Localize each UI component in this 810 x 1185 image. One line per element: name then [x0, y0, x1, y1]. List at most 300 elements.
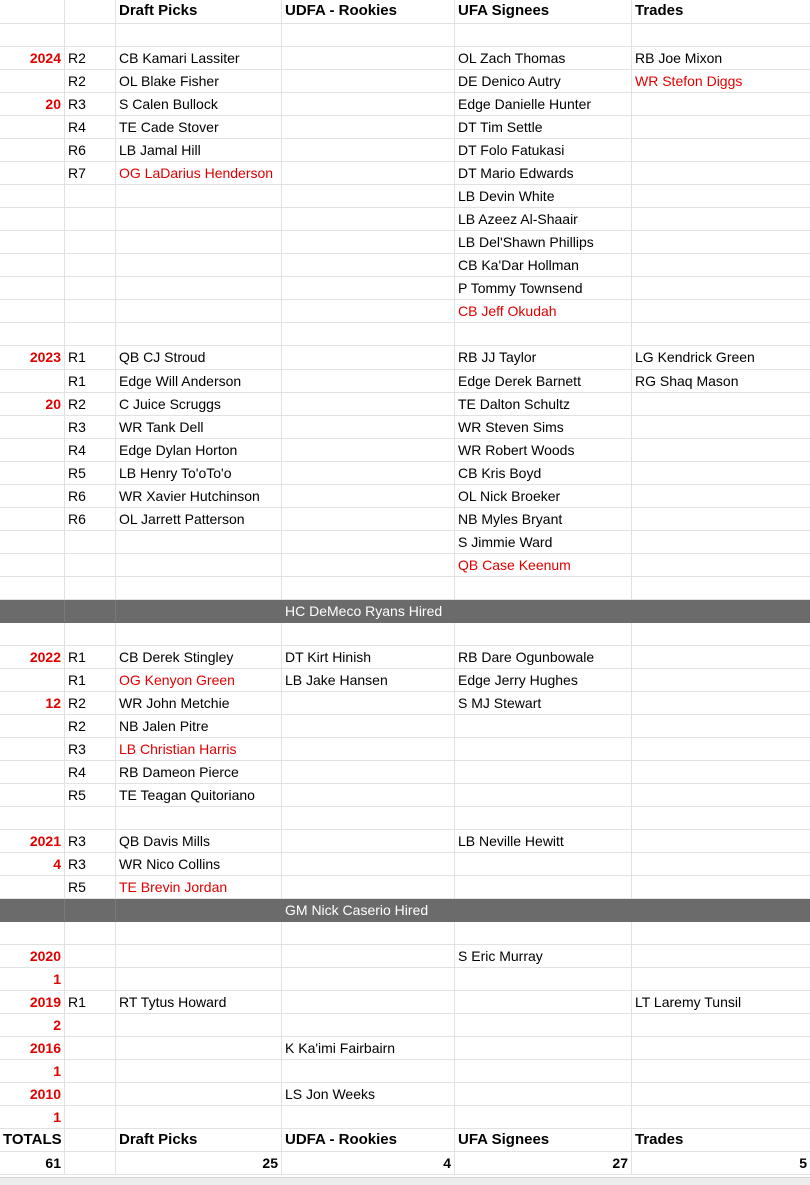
draft-pick-cell[interactable]: OL Blake Fisher — [116, 70, 282, 92]
cell[interactable] — [0, 623, 65, 645]
cell[interactable] — [282, 231, 455, 253]
draft-pick-cell[interactable]: TE Cade Stover — [116, 116, 282, 138]
year-cell[interactable]: 2019 — [0, 991, 65, 1013]
cell[interactable] — [0, 462, 65, 484]
cell[interactable] — [0, 738, 65, 760]
cell[interactable] — [0, 0, 65, 23]
ufa-cell[interactable]: S Jimmie Ward — [455, 531, 632, 553]
cell[interactable] — [282, 876, 455, 898]
cell[interactable] — [632, 323, 810, 345]
cell[interactable] — [0, 323, 65, 345]
cell[interactable] — [632, 300, 810, 322]
ufa-cell[interactable]: CB Kris Boyd — [455, 462, 632, 484]
cell[interactable] — [282, 715, 455, 737]
cell[interactable] — [632, 277, 810, 299]
cell[interactable] — [282, 185, 455, 207]
trade-cell[interactable]: RG Shaq Mason — [635, 373, 739, 389]
round-cell[interactable]: R6 — [65, 485, 116, 507]
cell[interactable] — [65, 922, 116, 944]
cell[interactable] — [455, 1037, 632, 1059]
udfa-cell[interactable] — [282, 47, 455, 69]
draft-pick-cell[interactable]: TE Brevin Jordan — [116, 876, 282, 898]
round-cell[interactable]: R5 — [65, 876, 116, 898]
cell[interactable] — [65, 623, 116, 645]
udfa-cell[interactable]: LS Jon Weeks — [282, 1083, 455, 1105]
blank-row — [0, 323, 810, 346]
year-cell[interactable]: 2016 — [0, 1037, 65, 1059]
cell[interactable] — [65, 1060, 116, 1082]
round-cell[interactable]: R5 — [65, 462, 116, 484]
trade-cell[interactable] — [632, 646, 810, 668]
trade-cell[interactable] — [632, 508, 810, 530]
year-count-cell[interactable]: 1 — [0, 968, 65, 990]
cell[interactable] — [0, 485, 65, 507]
total-overall[interactable]: 61 — [0, 1152, 65, 1174]
cell[interactable] — [65, 254, 116, 276]
cell[interactable] — [632, 1014, 810, 1036]
cell[interactable] — [116, 323, 282, 345]
trade-cell[interactable]: LT Laremy Tunsil — [635, 994, 742, 1010]
trade-cell[interactable] — [632, 116, 810, 138]
cell[interactable] — [0, 876, 65, 898]
header-trades[interactable]: Trades — [635, 2, 684, 19]
cell[interactable] — [632, 577, 810, 599]
trade-cell[interactable] — [632, 162, 810, 184]
cell[interactable] — [632, 968, 810, 990]
totals-header-trades[interactable]: Trades — [635, 1131, 684, 1148]
cell[interactable] — [632, 24, 810, 46]
cell[interactable] — [455, 807, 632, 829]
cell[interactable] — [0, 24, 65, 46]
cell[interactable] — [0, 116, 65, 138]
draft-pick-cell[interactable]: S Calen Bullock — [116, 93, 282, 115]
cell[interactable] — [65, 208, 116, 230]
round-cell[interactable]: R3 — [65, 416, 116, 438]
cell[interactable] — [65, 1152, 116, 1174]
total-trades[interactable]: 5 — [799, 1155, 807, 1171]
cell[interactable] — [282, 323, 455, 345]
round-cell[interactable]: R2 — [65, 715, 116, 737]
ufa-cell[interactable]: OL Nick Broeker — [455, 485, 632, 507]
cell[interactable] — [282, 738, 455, 760]
round-cell[interactable]: R1 — [65, 991, 116, 1013]
draft-pick-cell[interactable]: LB Henry To'oTo'o — [116, 462, 282, 484]
cell[interactable] — [0, 600, 65, 622]
cell[interactable] — [0, 139, 65, 161]
cell[interactable] — [632, 208, 810, 230]
cell[interactable] — [116, 1106, 282, 1128]
cell[interactable] — [282, 807, 455, 829]
cell[interactable] — [65, 1129, 116, 1151]
cell[interactable] — [0, 715, 65, 737]
cell[interactable] — [282, 254, 455, 276]
draft-pick-cell[interactable]: C Juice Scruggs — [116, 393, 282, 415]
total-udfa[interactable]: 4 — [282, 1152, 455, 1174]
round-cell[interactable]: R5 — [65, 784, 116, 806]
year-cell[interactable]: 2020 — [0, 945, 65, 967]
cell[interactable] — [0, 254, 65, 276]
cell[interactable] — [282, 1014, 455, 1036]
year-count-cell[interactable]: 1 — [0, 1106, 65, 1128]
total-draft-picks[interactable]: 25 — [116, 1152, 282, 1174]
cell[interactable] — [116, 277, 282, 299]
trade-cell[interactable] — [632, 669, 810, 691]
cell[interactable] — [282, 922, 455, 944]
cell[interactable] — [455, 853, 632, 875]
totals-header-draft-picks[interactable]: Draft Picks — [116, 1129, 282, 1151]
ufa-cell[interactable]: RB Dare Ogunbowale — [455, 646, 632, 668]
cell[interactable] — [0, 899, 65, 921]
udfa-cell[interactable] — [282, 439, 455, 461]
udfa-cell[interactable]: LB Jake Hansen — [282, 669, 455, 691]
cell[interactable] — [65, 300, 116, 322]
round-cell[interactable]: R6 — [65, 508, 116, 530]
cell[interactable] — [116, 185, 282, 207]
trade-cell[interactable] — [632, 393, 810, 415]
ufa-cell[interactable]: NB Myles Bryant — [455, 508, 632, 530]
trade-cell[interactable] — [632, 93, 810, 115]
total-ufa[interactable]: 27 — [455, 1152, 632, 1174]
cell[interactable] — [632, 807, 810, 829]
cell[interactable] — [116, 554, 282, 576]
totals-header-ufa-signees[interactable]: UFA Signees — [455, 1129, 632, 1151]
cell[interactable] — [455, 24, 632, 46]
cell[interactable] — [65, 531, 116, 553]
ufa-cell[interactable]: Edge Derek Barnett — [455, 370, 632, 392]
draft-pick-cell[interactable]: WR Xavier Hutchinson — [116, 485, 282, 507]
round-cell[interactable]: R3 — [65, 830, 116, 852]
cell[interactable] — [65, 24, 116, 46]
round-cell[interactable]: R1 — [65, 669, 116, 691]
year-count-cell[interactable]: 2 — [0, 1014, 65, 1036]
draft-pick-cell[interactable]: TE Teagan Quitoriano — [116, 784, 282, 806]
draft-pick-cell[interactable]: QB CJ Stroud — [116, 346, 282, 369]
draft-pick-cell[interactable]: WR Nico Collins — [116, 853, 282, 875]
cell[interactable] — [282, 277, 455, 299]
cell[interactable] — [65, 185, 116, 207]
cell[interactable] — [632, 554, 810, 576]
udfa-cell[interactable] — [282, 116, 455, 138]
ufa-cell[interactable]: DT Tim Settle — [455, 116, 632, 138]
cell[interactable] — [0, 70, 65, 92]
cell[interactable] — [455, 577, 632, 599]
cell[interactable] — [632, 1083, 810, 1105]
cell[interactable] — [0, 416, 65, 438]
cell[interactable] — [116, 24, 282, 46]
ufa-cell[interactable]: TE Dalton Schultz — [455, 393, 632, 415]
trade-cell[interactable]: WR Stefon Diggs — [635, 73, 743, 89]
cell[interactable] — [0, 577, 65, 599]
cell[interactable] — [116, 1014, 282, 1036]
cell[interactable] — [116, 254, 282, 276]
round-cell[interactable]: R2 — [65, 70, 116, 92]
totals-label[interactable]: TOTALS — [0, 1129, 65, 1151]
cell[interactable] — [632, 715, 810, 737]
cell[interactable] — [455, 715, 632, 737]
header-udfa-rookies[interactable]: UDFA - Rookies — [282, 0, 455, 23]
ufa-cell[interactable]: LB Neville Hewitt — [455, 830, 632, 852]
cell[interactable] — [65, 600, 116, 622]
draft-pick-cell[interactable]: LB Christian Harris — [116, 738, 282, 760]
round-cell[interactable]: R3 — [65, 738, 116, 760]
cell[interactable] — [455, 1060, 632, 1082]
cell[interactable] — [632, 761, 810, 783]
ufa-cell[interactable]: RB JJ Taylor — [455, 346, 632, 369]
draft-pick-cell[interactable]: NB Jalen Pitre — [116, 715, 282, 737]
cell[interactable] — [0, 439, 65, 461]
cell[interactable] — [116, 1060, 282, 1082]
ufa-cell[interactable]: S MJ Stewart — [455, 692, 632, 714]
cell[interactable] — [455, 1106, 632, 1128]
cell[interactable] — [116, 208, 282, 230]
year-count-cell[interactable]: 20 — [0, 393, 65, 415]
cell[interactable] — [116, 1083, 282, 1105]
cell[interactable] — [632, 254, 810, 276]
year-count-cell[interactable]: 4 — [0, 853, 65, 875]
cell[interactable] — [632, 185, 810, 207]
cell[interactable] — [455, 968, 632, 990]
ufa-cell[interactable]: CB Ka'Dar Hollman — [455, 254, 632, 276]
round-cell[interactable]: R1 — [65, 646, 116, 668]
cell[interactable] — [282, 968, 455, 990]
cell[interactable] — [0, 162, 65, 184]
cell[interactable] — [0, 277, 65, 299]
udfa-cell[interactable] — [282, 508, 455, 530]
udfa-cell[interactable] — [282, 485, 455, 507]
cell[interactable] — [282, 853, 455, 875]
udfa-cell[interactable]: DT Kirt Hinish — [282, 646, 455, 668]
cell[interactable] — [116, 300, 282, 322]
ufa-cell[interactable]: S Eric Murray — [455, 945, 632, 967]
cell[interactable] — [65, 1106, 116, 1128]
cell[interactable] — [282, 945, 455, 967]
cell[interactable] — [282, 300, 455, 322]
udfa-cell[interactable] — [282, 162, 455, 184]
cell[interactable] — [632, 830, 810, 852]
trade-cell[interactable] — [632, 416, 810, 438]
cell[interactable] — [282, 1106, 455, 1128]
round-cell[interactable]: R4 — [65, 761, 116, 783]
ufa-cell[interactable]: DT Folo Fatukasi — [455, 139, 632, 161]
cell[interactable] — [0, 761, 65, 783]
udfa-cell[interactable]: K Ka'imi Fairbairn — [282, 1037, 455, 1059]
ufa-cell[interactable]: LB Del'Shawn Phillips — [455, 231, 632, 253]
cell[interactable] — [455, 761, 632, 783]
cell[interactable] — [455, 1083, 632, 1105]
ufa-cell[interactable]: DT Mario Edwards — [455, 162, 632, 184]
draft-pick-cell[interactable]: Edge Will Anderson — [116, 370, 282, 392]
udfa-cell[interactable] — [282, 139, 455, 161]
cell[interactable] — [632, 231, 810, 253]
cell[interactable] — [0, 185, 65, 207]
round-cell[interactable]: R4 — [65, 116, 116, 138]
header-draft-picks[interactable]: Draft Picks — [116, 0, 282, 23]
cell[interactable] — [65, 277, 116, 299]
header-ufa-signees[interactable]: UFA Signees — [455, 0, 632, 23]
udfa-cell[interactable] — [282, 692, 455, 714]
cell[interactable] — [65, 899, 116, 921]
trade-cell[interactable] — [632, 462, 810, 484]
cell[interactable] — [282, 830, 455, 852]
cell[interactable] — [455, 991, 632, 1013]
cell[interactable] — [0, 208, 65, 230]
cell[interactable] — [65, 1014, 116, 1036]
cell[interactable] — [65, 1083, 116, 1105]
cell[interactable] — [282, 761, 455, 783]
cell[interactable] — [632, 945, 810, 967]
cell[interactable] — [65, 968, 116, 990]
cell[interactable] — [0, 922, 65, 944]
cell[interactable] — [116, 577, 282, 599]
cell[interactable] — [282, 208, 455, 230]
cell[interactable] — [116, 922, 282, 944]
udfa-cell[interactable] — [282, 93, 455, 115]
ufa-cell[interactable]: OL Zach Thomas — [455, 47, 632, 69]
year-count-cell[interactable]: 1 — [0, 1060, 65, 1082]
udfa-cell[interactable] — [282, 462, 455, 484]
cell[interactable] — [632, 1060, 810, 1082]
cell[interactable] — [632, 922, 810, 944]
round-cell[interactable]: R3 — [65, 93, 116, 115]
ufa-cell[interactable]: LB Devin White — [455, 185, 632, 207]
cell[interactable] — [116, 945, 282, 967]
udfa-cell[interactable] — [282, 346, 455, 369]
draft-pick-cell[interactable]: RT Tytus Howard — [116, 991, 282, 1013]
trade-cell[interactable]: LG Kendrick Green — [635, 349, 755, 365]
cell[interactable] — [65, 807, 116, 829]
draft-pick-cell[interactable]: CB Derek Stingley — [116, 646, 282, 668]
cell[interactable] — [632, 784, 810, 806]
cell[interactable] — [116, 231, 282, 253]
cell[interactable] — [65, 945, 116, 967]
cell[interactable] — [282, 991, 455, 1013]
cell[interactable] — [632, 876, 810, 898]
cell[interactable] — [282, 531, 455, 553]
trade-cell[interactable] — [632, 485, 810, 507]
ufa-cell[interactable]: Edge Danielle Hunter — [455, 93, 632, 115]
udfa-cell[interactable] — [282, 370, 455, 392]
ufa-cell[interactable]: QB Case Keenum — [455, 554, 632, 576]
round-cell[interactable]: R7 — [65, 162, 116, 184]
cell[interactable] — [65, 1037, 116, 1059]
ufa-cell[interactable]: LB Azeez Al-Shaair — [455, 208, 632, 230]
cell[interactable] — [0, 231, 65, 253]
cell[interactable] — [455, 784, 632, 806]
draft-pick-cell[interactable]: RB Dameon Pierce — [116, 761, 282, 783]
year-cell[interactable]: 2022 — [0, 646, 65, 668]
cell[interactable] — [282, 554, 455, 576]
ufa-cell[interactable]: WR Steven Sims — [455, 416, 632, 438]
round-cell[interactable]: R4 — [65, 439, 116, 461]
ufa-cell[interactable]: CB Jeff Okudah — [455, 300, 632, 322]
cell[interactable] — [0, 300, 65, 322]
cell[interactable] — [0, 669, 65, 691]
draft-pick-cell[interactable]: LB Jamal Hill — [116, 139, 282, 161]
draft-pick-cell[interactable]: QB Davis Mills — [116, 830, 282, 852]
ufa-cell[interactable]: P Tommy Townsend — [455, 277, 632, 299]
ufa-cell[interactable]: Edge Jerry Hughes — [455, 669, 632, 691]
udfa-cell[interactable] — [282, 70, 455, 92]
cell[interactable] — [632, 738, 810, 760]
draft-pick-cell[interactable]: OG LaDarius Henderson — [116, 162, 282, 184]
year-cell[interactable]: 2021 — [0, 830, 65, 852]
round-cell[interactable]: R2 — [65, 393, 116, 415]
cell[interactable] — [116, 807, 282, 829]
year-cell[interactable]: 2023 — [0, 346, 65, 369]
cell[interactable] — [65, 0, 116, 23]
draft-pick-cell[interactable]: CB Kamari Lassiter — [116, 47, 282, 69]
ufa-cell[interactable]: DE Denico Autry — [455, 70, 632, 92]
cell[interactable] — [0, 784, 65, 806]
round-cell[interactable]: R2 — [65, 47, 116, 69]
cell[interactable] — [455, 323, 632, 345]
cell[interactable] — [632, 531, 810, 553]
cell[interactable] — [65, 577, 116, 599]
ufa-cell[interactable]: WR Robert Woods — [455, 439, 632, 461]
cell[interactable] — [282, 1060, 455, 1082]
cell[interactable] — [116, 623, 282, 645]
trade-cell[interactable]: RB Joe Mixon — [635, 50, 723, 66]
cell[interactable] — [455, 623, 632, 645]
round-cell[interactable]: R6 — [65, 139, 116, 161]
cell[interactable] — [282, 623, 455, 645]
year-count-cell[interactable]: 20 — [0, 93, 65, 115]
round-cell[interactable]: R1 — [65, 370, 116, 392]
draft-pick-cell[interactable]: OL Jarrett Patterson — [116, 508, 282, 530]
cell[interactable] — [65, 231, 116, 253]
cell[interactable] — [0, 508, 65, 530]
round-cell[interactable]: R3 — [65, 853, 116, 875]
cell[interactable] — [632, 853, 810, 875]
trade-cell[interactable] — [632, 139, 810, 161]
cell[interactable] — [0, 554, 65, 576]
cell[interactable] — [0, 807, 65, 829]
year-cell[interactable]: 2010 — [0, 1083, 65, 1105]
cell[interactable] — [0, 370, 65, 392]
cell[interactable] — [65, 554, 116, 576]
cell[interactable] — [0, 531, 65, 553]
round-cell[interactable]: R2 — [65, 692, 116, 714]
draft-pick-cell[interactable]: Edge Dylan Horton — [116, 439, 282, 461]
draft-pick-cell[interactable]: WR John Metchie — [116, 692, 282, 714]
cell[interactable] — [116, 968, 282, 990]
cell[interactable] — [282, 577, 455, 599]
cell[interactable] — [282, 24, 455, 46]
udfa-cell[interactable] — [282, 393, 455, 415]
trade-cell[interactable] — [632, 439, 810, 461]
cell[interactable] — [455, 876, 632, 898]
year-count-cell[interactable]: 12 — [0, 692, 65, 714]
section-2021 — [0, 830, 810, 899]
cell[interactable] — [632, 1106, 810, 1128]
cell[interactable] — [455, 1014, 632, 1036]
udfa-cell[interactable] — [282, 416, 455, 438]
cell[interactable] — [455, 738, 632, 760]
round-cell[interactable]: R1 — [65, 346, 116, 369]
totals-header-udfa-rookies[interactable]: UDFA - Rookies — [282, 1129, 455, 1151]
year-cell[interactable]: 2024 — [0, 47, 65, 69]
draft-pick-cell[interactable]: WR Tank Dell — [116, 416, 282, 438]
cell[interactable] — [632, 1037, 810, 1059]
draft-pick-cell[interactable]: OG Kenyon Green — [116, 669, 282, 691]
cell[interactable] — [116, 531, 282, 553]
trade-cell[interactable] — [632, 692, 810, 714]
cell[interactable] — [65, 323, 116, 345]
cell[interactable] — [632, 623, 810, 645]
cell[interactable] — [116, 1037, 282, 1059]
cell[interactable] — [455, 922, 632, 944]
cell[interactable] — [282, 784, 455, 806]
